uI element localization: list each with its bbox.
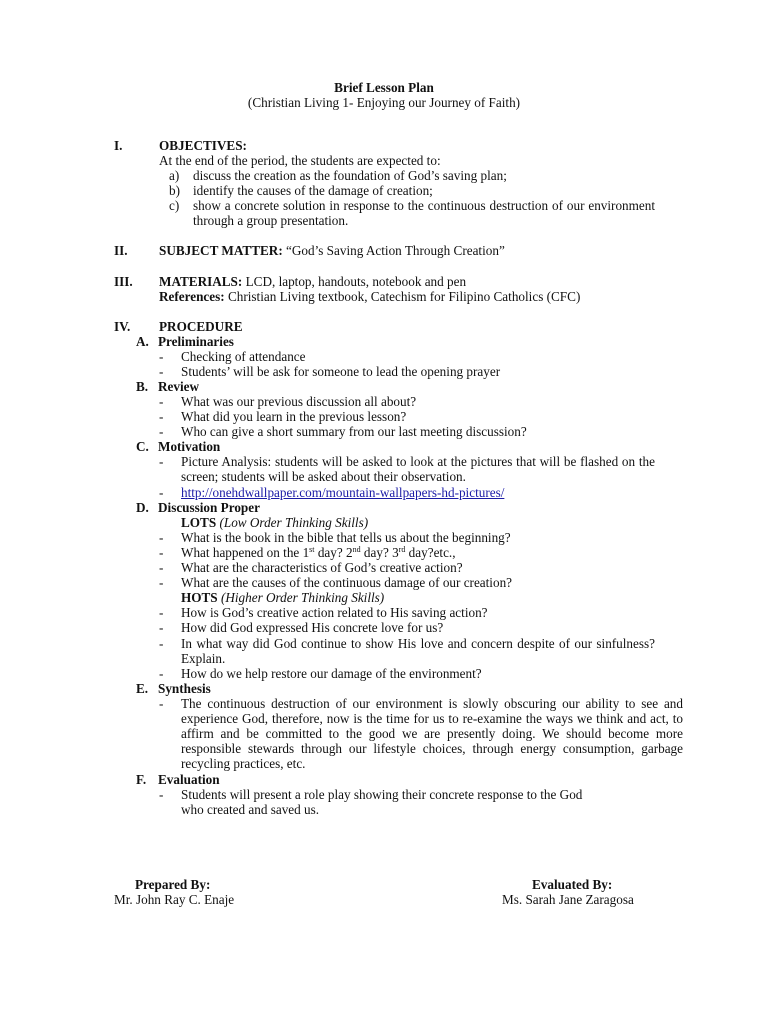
list-item: What did you learn in the previous lesson?	[181, 409, 407, 424]
bullet-dash: -	[159, 605, 164, 620]
section-number-subject: II.	[114, 243, 128, 258]
bullet-dash: -	[159, 666, 164, 681]
objective-item: identify the causes of the damage of creation;	[193, 183, 433, 198]
references-line: References: Christian Living textbook, Catechism for Filipino Catholics (CFC)	[159, 289, 581, 304]
subsection-label: B.	[136, 379, 149, 394]
section-number-procedure: IV.	[114, 319, 131, 334]
evaluated-by-name: Ms. Sarah Jane Zaragosa	[502, 892, 634, 907]
list-item	[181, 485, 504, 500]
objectives-intro: At the end of the period, the students are expected to:	[159, 153, 441, 168]
list-item: What was our previous discussion all about?	[181, 394, 417, 409]
bullet-dash: -	[159, 560, 164, 575]
bullet-dash: -	[159, 636, 164, 651]
bullet-dash: -	[159, 545, 164, 560]
subsection-title-synthesis: Synthesis	[158, 681, 211, 696]
bullet-dash: -	[159, 620, 164, 635]
list-item: In what way did God continue to show His love and concern despite of our sinfulness? Explain.	[181, 636, 655, 666]
page-title: Brief Lesson Plan	[334, 80, 434, 95]
subsection-title-motivation: Motivation	[158, 439, 221, 454]
list-item: What are the causes of the continuous damage of our creation?	[181, 575, 513, 590]
list-item: How do we help restore our damage of the environment?	[181, 666, 482, 681]
materials-line: MATERIALS: LCD, laptop, handouts, notebook and pen	[159, 274, 467, 289]
bullet-dash: -	[159, 349, 164, 364]
subject-matter: SUBJECT MATTER: “God’s Saving Action Through Creation”	[159, 243, 505, 258]
hots-heading: HOTS (Higher Order Thinking Skills)	[181, 590, 385, 605]
subsection-label: E.	[136, 681, 149, 696]
bullet-dash: -	[159, 530, 164, 545]
list-item: who created and saved us.	[181, 802, 320, 817]
subsection-label: F.	[136, 772, 147, 787]
objective-item: discuss the creation as the foundation of God’s saving plan;	[193, 168, 507, 183]
procedure-heading: PROCEDURE	[159, 319, 243, 334]
bullet-dash: -	[159, 394, 164, 409]
objective-item: show a concrete solution in response to the continuous destruction of our environment through a group presentation.	[193, 198, 655, 228]
bullet-dash: -	[159, 485, 164, 500]
synthesis-paragraph: The continuous destruction of our environment is slowly obscuring our ability to see and experience God, therefore, now is the time for us to re-examine the ways we think and act, to affirm and be committed to the good we are presently doing. We should become more responsible stewards through our lifestyle choices, through energy consumption, garbage recycling practices, etc.	[181, 696, 683, 771]
subsection-title-review: Review	[158, 379, 200, 394]
prepared-by-label: Prepared By:	[135, 877, 211, 892]
bullet-dash: -	[159, 454, 164, 469]
list-item: Picture Analysis: students will be asked to look at the pictures that will be flashed on the screen; students will be asked about their observation.	[181, 454, 655, 484]
subsection-label: C.	[136, 439, 149, 454]
section-number-objectives: I.	[114, 138, 123, 153]
bullet-dash: -	[159, 364, 164, 379]
list-item: Students’ will be ask for someone to lead the opening prayer	[181, 364, 501, 379]
subsection-title-preliminaries: Preliminaries	[158, 334, 234, 349]
section-number-materials: III.	[114, 274, 133, 289]
objective-letter: c)	[169, 198, 180, 213]
lots-heading: LOTS (Low Order Thinking Skills)	[181, 515, 369, 530]
list-item: What happened on the 1st day? 2nd day? 3rd day?etc.,	[181, 545, 456, 560]
subsection-title-evaluation: Evaluation	[158, 772, 220, 787]
list-item: How is God’s creative action related to His saving action?	[181, 605, 488, 620]
list-item: How did God expressed His concrete love for us?	[181, 620, 444, 635]
list-item: Who can give a short summary from our last meeting discussion?	[181, 424, 527, 439]
page-subtitle: (Christian Living 1- Enjoying our Journey of Faith)	[247, 95, 521, 110]
subsection-title-discussion: Discussion Proper	[158, 500, 260, 515]
prepared-by-name: Mr. John Ray C. Enaje	[114, 892, 235, 907]
evaluated-by-label: Evaluated By:	[532, 877, 613, 892]
bullet-dash: -	[159, 424, 164, 439]
bullet-dash: -	[159, 787, 164, 802]
objective-letter: b)	[169, 183, 180, 198]
list-item: What are the characteristics of God’s creative action?	[181, 560, 463, 575]
subsection-label: D.	[136, 500, 149, 515]
subsection-label: A.	[136, 334, 149, 349]
bullet-dash: -	[159, 409, 164, 424]
objectives-heading: OBJECTIVES:	[159, 138, 247, 153]
bullet-dash: -	[159, 696, 164, 711]
list-item: Students will present a role play showing their concrete response to the God	[181, 787, 583, 802]
objective-letter: a)	[169, 168, 180, 183]
picture-link[interactable]: http://onehdwallpaper.com/mountain-wallpapers-hd-pictures/	[181, 485, 505, 500]
bullet-dash: -	[159, 575, 164, 590]
list-item: Checking of attendance	[181, 349, 306, 364]
list-item: What is the book in the bible that tells us about the beginning?	[181, 530, 511, 545]
